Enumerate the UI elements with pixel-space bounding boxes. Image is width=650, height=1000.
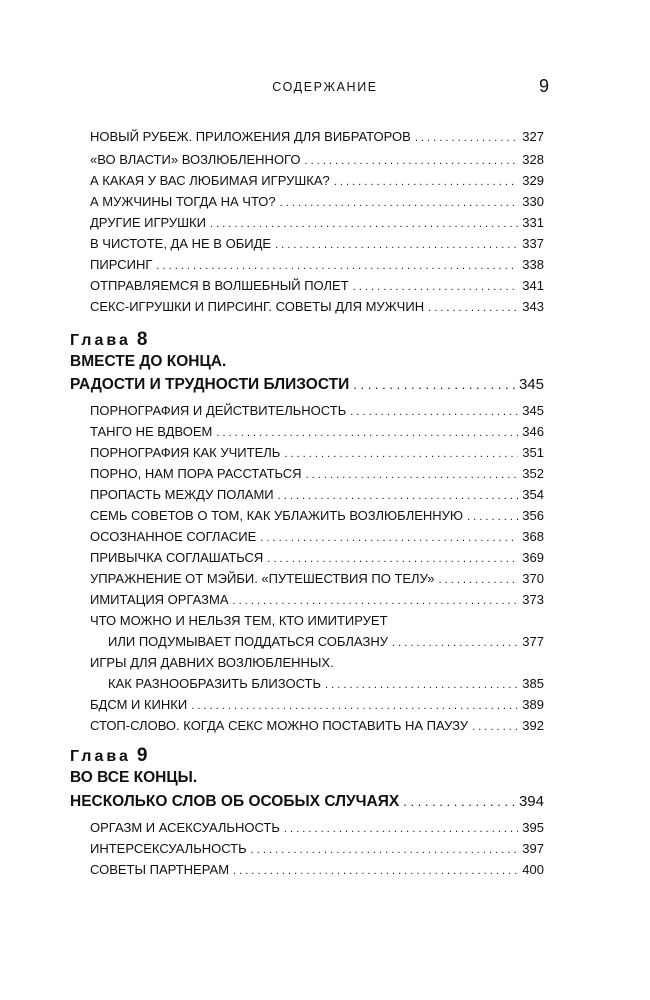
toc-entry-title-line1[interactable]: ИГРЫ ДЛЯ ДАВНИХ ВОЗЛЮБЛЕННЫХ.: [90, 655, 334, 670]
dot-leader: [216, 423, 518, 443]
toc-entry-title: ИМИТАЦИЯ ОРГАЗМА: [90, 592, 229, 607]
toc-entry-title-line2: КАК РАЗНООБРАЗИТЬ БЛИЗОСТЬ: [108, 676, 322, 691]
toc-entry-title: БДСМ И КИНКИ: [90, 697, 188, 712]
toc-entry-title: ОСОЗНАННОЕ СОГЛАСИЕ: [90, 529, 257, 544]
dot-leader: [467, 507, 518, 527]
toc-entry[interactable]: [90, 276, 544, 297]
toc-entry-title: ПИРСИНГ: [90, 257, 153, 272]
toc-entry[interactable]: [90, 485, 544, 506]
chapter-number: 9: [136, 745, 148, 766]
toc-entry[interactable]: [90, 548, 544, 569]
dot-leader: [304, 151, 518, 171]
toc-entry-page: 337: [522, 236, 544, 251]
toc-entry-page: 397: [522, 841, 544, 856]
toc-entry[interactable]: [90, 695, 544, 716]
toc-entry-title: СЕКС-ИГРУШКИ И ПИРСИНГ. СОВЕТЫ ДЛЯ МУЖЧИН: [90, 299, 425, 314]
toc-entry[interactable]: [90, 234, 544, 255]
dot-leader: [210, 214, 518, 234]
dot-leader: [260, 528, 518, 548]
dot-leader: [334, 172, 519, 192]
dot-leader: [233, 861, 518, 881]
dot-leader: [284, 444, 518, 464]
toc-entry[interactable]: [90, 192, 544, 213]
toc-entry-title: СОВЕТЫ ПАРТНЕРАМ: [90, 862, 230, 877]
toc-entry-title: А КАКАЯ У ВАС ЛЮБИМАЯ ИГРУШКА?: [90, 173, 330, 188]
dot-leader: [353, 374, 515, 396]
chapter-9-label: [70, 745, 147, 767]
chapter-9-title-line2: НЕСКОЛЬКО СЛОВ ОБ ОСОБЫХ СЛУЧАЯХ: [70, 793, 400, 810]
toc-entry-title: ПРИВЫЧКА СОГЛАШАТЬСЯ: [90, 550, 264, 565]
toc-entry[interactable]: [90, 422, 544, 443]
dot-leader: [415, 128, 518, 148]
toc-entry[interactable]: [90, 401, 544, 422]
toc-entry-page: 329: [522, 173, 544, 188]
toc-entry[interactable]: [90, 127, 544, 148]
toc-entry-page: 368: [522, 529, 544, 544]
toc-entry[interactable]: [90, 506, 544, 527]
toc-entry-title: ПОРНО, НАМ ПОРА РАССТАТЬСЯ: [90, 466, 302, 481]
toc-entry-page: 352: [522, 466, 544, 481]
toc-entry-page: 341: [522, 278, 544, 293]
toc-entry-page: 373: [522, 592, 544, 607]
toc-entry-page: 328: [522, 152, 544, 167]
dot-leader: [325, 675, 518, 695]
toc-entry-page: 346: [522, 424, 544, 439]
toc-entry-title: НОВЫЙ РУБЕЖ. ПРИЛОЖЕНИЯ ДЛЯ ВИБРАТОРОВ: [90, 129, 411, 144]
toc-entry-title: СЕМЬ СОВЕТОВ О ТОМ, КАК УБЛАЖИТЬ ВОЗЛЮБЛЕННУЮ: [90, 508, 464, 523]
toc-entry-title: ПРОПАСТЬ МЕЖДУ ПОЛАМИ: [90, 487, 274, 502]
dot-leader: [392, 633, 518, 653]
chapter-9-page: 394: [518, 793, 544, 810]
page-number: 9: [539, 76, 550, 96]
chapter-word: Глава: [70, 748, 131, 765]
toc-entry-page: 356: [522, 508, 544, 523]
toc-entry[interactable]: [90, 674, 544, 695]
dot-leader: [353, 277, 519, 297]
toc-entry-page: 338: [522, 257, 544, 272]
dot-leader: [278, 486, 519, 506]
toc-entry-page: 389: [522, 697, 544, 712]
chapter-8-title-line1: ВМЕСТЕ ДО КОНЦА.: [70, 353, 227, 370]
toc-entry-page: 392: [522, 718, 544, 733]
toc-entry-title: А МУЖЧИНЫ ТОГДА НА ЧТО?: [90, 194, 276, 209]
toc-entry-page: 369: [522, 550, 544, 565]
toc-entry[interactable]: [90, 818, 544, 839]
toc-entry[interactable]: [90, 860, 544, 881]
toc-entry-title: СТОП-СЛОВО. КОГДА СЕКС МОЖНО ПОСТАВИТЬ НА ПАУЗУ: [90, 718, 469, 733]
dot-leader: [403, 791, 515, 813]
toc-entry[interactable]: [90, 590, 544, 611]
dot-leader: [284, 819, 518, 839]
toc-entry-page: 345: [522, 403, 544, 418]
chapter-number: 8: [136, 329, 148, 350]
toc-entry-page: 400: [522, 862, 544, 877]
chapter-8-title-line2: РАДОСТИ И ТРУДНОСТИ БЛИЗОСТИ: [70, 376, 350, 393]
toc-entry-page: 377: [522, 634, 544, 649]
toc-entry-title: ИНТЕРСЕКСУАЛЬНОСТЬ: [90, 841, 247, 856]
chapter-9-title-line1: ВО ВСЕ КОНЦЫ.: [70, 769, 198, 786]
toc-entry[interactable]: [90, 297, 544, 318]
dot-leader: [251, 840, 519, 860]
toc-entry-title: ТАНГО НЕ ВДВОЕМ: [90, 424, 213, 439]
toc-entry[interactable]: [90, 716, 544, 737]
dot-leader: [275, 235, 518, 255]
dot-leader: [233, 591, 519, 611]
chapter-8-page: 345: [518, 376, 544, 393]
toc-entry-page: 351: [522, 445, 544, 460]
toc-entry-page: 370: [522, 571, 544, 586]
toc-entry[interactable]: [90, 839, 544, 860]
toc-entry-page: 331: [522, 215, 544, 230]
dot-leader: [306, 465, 519, 485]
dot-leader: [428, 298, 518, 318]
toc-entry-page: 395: [522, 820, 544, 835]
toc-entry-title: УПРАЖНЕНИЕ ОТ МЭЙБИ. «ПУТЕШЕСТВИЯ ПО ТЕЛУ»: [90, 571, 435, 586]
toc-entry-page: 327: [522, 129, 544, 144]
toc-entry[interactable]: [90, 464, 544, 485]
toc-entry[interactable]: [90, 632, 544, 653]
toc-entry-title: ДРУГИЕ ИГРУШКИ: [90, 215, 206, 230]
dot-leader: [350, 402, 518, 422]
chapter-8-label: [70, 329, 147, 351]
toc-entry-page: 385: [522, 676, 544, 691]
toc-entry-title-line1[interactable]: ЧТО МОЖНО И НЕЛЬЗЯ ТЕМ, КТО ИМИТИРУЕТ: [90, 613, 388, 628]
running-head: СОДЕРЖАНИЕ: [272, 80, 378, 94]
chapter-8-title-row[interactable]: [70, 374, 544, 396]
toc-entry-title: ОТПРАВЛЯЕМСЯ В ВОЛШЕБНЫЙ ПОЛЕТ: [90, 278, 349, 293]
dot-leader: [156, 256, 518, 276]
dot-leader: [191, 696, 518, 716]
dot-leader: [439, 570, 519, 590]
chapter-word: Глава: [70, 332, 131, 349]
toc-entry-title-line2: ИЛИ ПОДУМЫВАЕТ ПОДДАТЬСЯ СОБЛАЗНУ: [108, 634, 388, 649]
toc-entry-page: 354: [522, 487, 544, 502]
toc-entry-page: 330: [522, 194, 544, 209]
toc-entry-page: 343: [522, 299, 544, 314]
toc-entry-title: ПОРНОГРАФИЯ И ДЕЙСТВИТЕЛЬНОСТЬ: [90, 403, 347, 418]
toc-entry-title: ОРГАЗМ И АСЕКСУАЛЬНОСТЬ: [90, 820, 280, 835]
toc-entry[interactable]: [90, 150, 544, 171]
dot-leader: [472, 717, 518, 737]
toc-entry[interactable]: [90, 527, 544, 548]
toc-entry-title: В ЧИСТОТЕ, ДА НЕ В ОБИДЕ: [90, 236, 272, 251]
toc-entry[interactable]: [90, 569, 544, 590]
dot-leader: [280, 193, 519, 213]
chapter-9-title-row[interactable]: [70, 791, 544, 813]
toc-entry-title: «ВО ВЛАСТИ» ВОЗЛЮБЛЕННОГО: [90, 152, 301, 167]
toc-entry[interactable]: [90, 255, 544, 276]
toc-entry-title: ПОРНОГРАФИЯ КАК УЧИТЕЛЬ: [90, 445, 281, 460]
dot-leader: [267, 549, 518, 569]
toc-entry[interactable]: [90, 171, 544, 192]
toc-entry[interactable]: [90, 443, 544, 464]
toc-entry[interactable]: [90, 213, 544, 234]
